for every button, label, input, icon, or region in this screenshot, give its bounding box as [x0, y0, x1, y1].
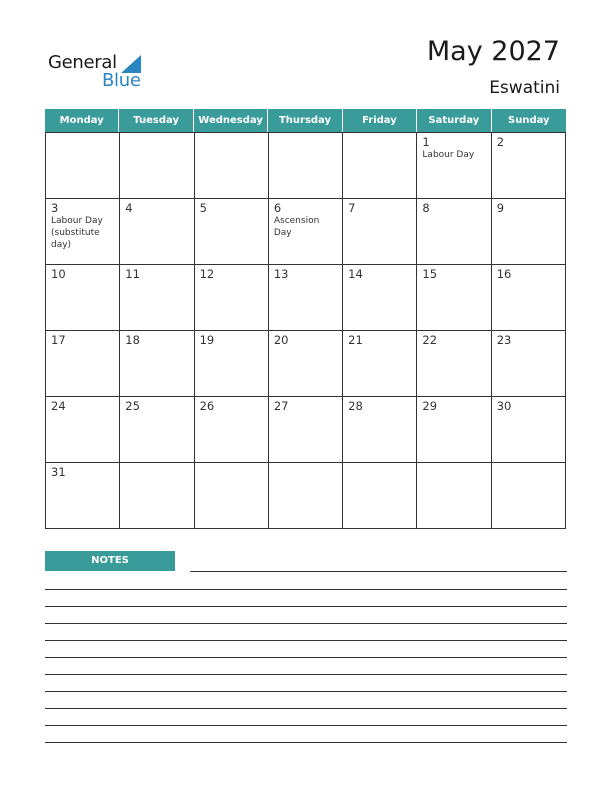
weekday-monday: Monday — [45, 109, 119, 132]
day-number: 20 — [273, 333, 289, 347]
notes-line — [45, 606, 567, 607]
notes-line — [45, 623, 567, 624]
day-cell-10 — [46, 265, 120, 331]
day-cell-7 — [343, 199, 417, 265]
notes-line — [45, 691, 567, 692]
weekday-sunday: Sunday — [508, 115, 550, 126]
day-cell-9 — [492, 199, 566, 265]
day-cell-20 — [269, 331, 343, 397]
day-cell-16 — [492, 265, 566, 331]
day-cell-15 — [417, 265, 491, 331]
day-cell-24 — [46, 397, 120, 463]
day-number: 6 — [273, 201, 282, 215]
notes-line — [45, 708, 567, 709]
empty-day-cell — [492, 463, 566, 529]
day-number: 11 — [125, 267, 140, 281]
logo-general-text: General — [48, 52, 117, 73]
empty-day-cell — [120, 463, 194, 529]
day-cell-18 — [120, 331, 194, 397]
day-cell-2 — [492, 133, 566, 199]
day-cell-26 — [195, 397, 269, 463]
day-cell-22 — [417, 331, 491, 397]
empty-day-cell — [269, 133, 343, 199]
day-cell-23 — [492, 331, 566, 397]
day-number: 3 — [51, 201, 59, 215]
day-cell-6 — [269, 199, 343, 265]
day-cell-19 — [195, 331, 269, 397]
notes-line — [190, 571, 567, 572]
day-number: 23 — [496, 333, 512, 347]
day-number: 29 — [422, 399, 438, 413]
empty-day-cell — [269, 463, 343, 529]
day-number: 1 — [422, 135, 430, 149]
day-number: 2 — [496, 135, 505, 149]
day-number: 27 — [273, 399, 289, 413]
day-cell-28 — [343, 397, 417, 463]
day-cell-17 — [46, 331, 120, 397]
day-cell-1 — [417, 133, 491, 199]
weekday-header — [45, 109, 566, 132]
holiday-label: Labour Day (substitute day) — [51, 216, 103, 250]
notes-line — [45, 589, 567, 590]
empty-day-cell — [195, 463, 269, 529]
notes-label: NOTES — [45, 551, 175, 571]
day-number: 13 — [273, 267, 289, 281]
day-number: 17 — [51, 333, 66, 347]
day-cell-12 — [195, 265, 269, 331]
page-title: May 2027 — [426, 36, 560, 67]
logo-blue-text: Blue — [102, 70, 141, 91]
day-cell-8 — [417, 199, 491, 265]
day-cell-11 — [120, 265, 194, 331]
weekday-thursday: Thursday — [268, 109, 342, 132]
day-number: 25 — [125, 399, 140, 413]
weekday-tuesday: Tuesday — [119, 109, 193, 132]
weekday-saturday: Saturday — [417, 109, 491, 132]
holiday-label: Labour Day — [422, 150, 475, 160]
empty-day-cell — [120, 133, 194, 199]
day-number: 31 — [51, 465, 66, 479]
day-number: 19 — [199, 333, 215, 347]
calendar — [45, 109, 566, 529]
weekday-friday: Friday — [343, 109, 417, 132]
day-number: 22 — [422, 333, 438, 347]
day-cell-31 — [46, 463, 120, 529]
day-cell-5 — [195, 199, 269, 265]
day-number: 30 — [496, 399, 512, 413]
day-number: 24 — [51, 399, 66, 413]
day-cell-25 — [120, 397, 194, 463]
empty-day-cell — [343, 133, 417, 199]
day-number: 18 — [125, 333, 140, 347]
day-number: 10 — [51, 267, 66, 281]
notes-line — [45, 640, 567, 641]
notes-line — [45, 742, 567, 743]
notes-line — [45, 674, 567, 675]
day-number: 15 — [422, 267, 438, 281]
day-number: 5 — [199, 201, 207, 215]
empty-day-cell — [417, 463, 491, 529]
weekday-wednesday: Wednesday — [194, 109, 268, 132]
day-cell-13 — [269, 265, 343, 331]
day-number: 9 — [496, 201, 505, 215]
day-cell-4 — [120, 199, 194, 265]
day-cell-3 — [46, 199, 120, 265]
day-number: 8 — [422, 201, 430, 215]
empty-day-cell — [46, 133, 120, 199]
page-subtitle: Eswatini — [489, 78, 560, 98]
day-number: 26 — [199, 399, 215, 413]
day-number: 12 — [199, 267, 215, 281]
holiday-label: Ascension Day — [273, 216, 320, 238]
day-number: 14 — [348, 267, 363, 281]
day-cell-27 — [269, 397, 343, 463]
day-number: 16 — [496, 267, 512, 281]
day-cell-29 — [417, 397, 491, 463]
generalblue-logo — [48, 52, 158, 92]
calendar-grid — [45, 132, 566, 529]
day-number: 7 — [348, 201, 356, 215]
day-cell-14 — [343, 265, 417, 331]
day-number: 4 — [125, 201, 133, 215]
notes-line — [45, 725, 567, 726]
empty-day-cell — [195, 133, 269, 199]
day-cell-21 — [343, 331, 417, 397]
day-cell-30 — [492, 397, 566, 463]
empty-day-cell — [343, 463, 417, 529]
day-number: 28 — [348, 399, 363, 413]
day-number: 21 — [348, 333, 363, 347]
notes-line — [45, 657, 567, 658]
